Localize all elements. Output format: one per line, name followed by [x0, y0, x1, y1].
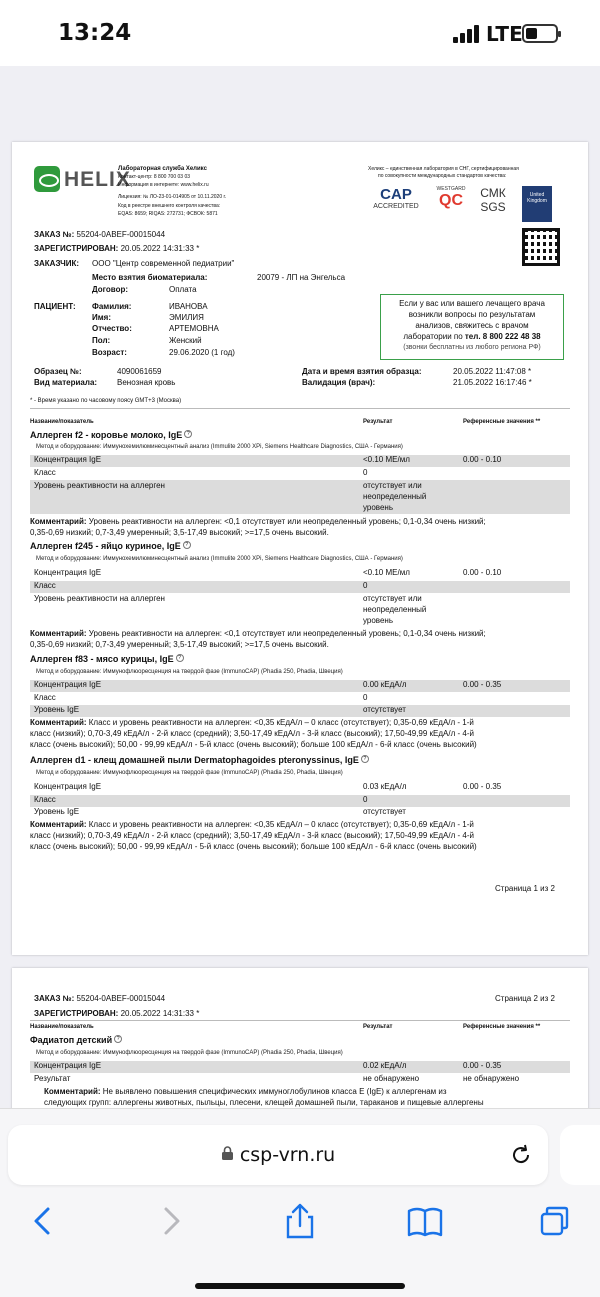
- sample-label: Образец №:: [34, 367, 82, 376]
- col-name-header: Название/показатель: [30, 1024, 94, 1030]
- info-icon: ?: [361, 755, 369, 763]
- patient-field-value: ИВАНОВА: [169, 302, 208, 311]
- patient-field-value: ЭМИЛИЯ: [169, 313, 204, 322]
- lab-registry-values: EQAS: 8659; RIQAS: 272731; ФСВОК: 5871: [118, 211, 218, 217]
- battery-icon: [522, 24, 558, 43]
- table-row: Уровень IgE отсутствует: [30, 705, 570, 717]
- browser-toolbar: [0, 1108, 600, 1297]
- qr-code: [522, 228, 560, 266]
- test-method: Метод и оборудование: Иммунофлюоресценция на твердой фазе (ImmunoCAP) (Phadia 250, Phadia, Швеция): [36, 770, 343, 776]
- smk-sgs-logo: СМК SGS: [480, 186, 506, 214]
- table-row: Класс 0: [34, 468, 368, 477]
- share-button[interactable]: [278, 1201, 322, 1241]
- registered: ЗАРЕГИСТРИРОВАН: 20.05.2022 14:31:33 *: [34, 1009, 200, 1018]
- sample-value: 4090061659: [117, 367, 162, 376]
- customer-label: ЗАКАЗЧИК:: [34, 259, 80, 268]
- tabs-button[interactable]: [530, 1201, 574, 1241]
- table-row: Уровень реактивности на аллерген отсутствует или неопределенный уровень: [30, 480, 570, 514]
- material-label: Вид материала:: [34, 378, 98, 387]
- test-comment: Комментарий: Не выявлено повышения специфических иммуноглобулинов класса Е (IgE) к аллергенам из следующих групп: аллергены животных, пыльцы, плесени, клещей домашней пыли, тараканов и пищевые аллергены: [44, 1087, 484, 1107]
- table-row: Уровень реактивности на аллерген отсутствует или неопределенный уровень: [34, 594, 427, 625]
- signal-icon: [453, 25, 483, 43]
- table-row: Класс 0: [30, 795, 570, 807]
- test-comment: Комментарий: Класс и уровень реактивности на аллерген: <0,35 кЕдА/л – 0 класс (отсутствует); 0,35-0,69 кЕдА/л - 1-й класс (низкий); 0,70-3,49 кЕдА/л - 2-й класс (средний); 3,50-17,49 кЕдА/л - 3-й класс (высокий); 17,50-49,99 кЕдА/л - 4-й класс (очень высокий); 50,00 - 99,99 кЕдА/л - 5-й класс (очень высокий); больше 100 кЕдА/л - 6-й класс (очень высокий): [30, 820, 477, 851]
- patient-field-label: Отчество:: [92, 324, 132, 333]
- table-row: Концентрация IgE 0.02 кЕдА/л 0.00 - 0.35: [30, 1061, 570, 1073]
- lab-contact: Контакт-центр: 8 800 700 03 03: [118, 174, 191, 180]
- test-title: Аллерген f2 - коровье молоко, IgE ?: [30, 430, 192, 440]
- table-row: Концентрация IgE 0.03 кЕдА/л 0.00 - 0.35: [34, 782, 502, 791]
- lab-license: Лицензия: № ЛО-23-01-014905 от 10.11.2020 г.: [118, 194, 227, 200]
- col-name-header: Название/показатель: [30, 419, 94, 425]
- table-row: Класс 0: [34, 693, 368, 702]
- lab-website: Информация в интернете: www.helix.ru: [118, 182, 209, 188]
- lab-registry-code: Код в реестре внешнего контроля качества:: [118, 203, 221, 209]
- test-method: Метод и оборудование: Иммунофлюоресценция на твердой фазе (ImmunoCAP) (Phadia 250, Phadia, Швеция): [36, 669, 343, 675]
- cap-logo: CAP ACCREDITED: [373, 186, 419, 210]
- westgard-qc-logo: WESTGARD QC: [436, 186, 466, 209]
- info-icon: ?: [114, 1035, 122, 1043]
- test-method: Метод и оборудование: Иммунофлюоресценция на твердой фазе (ImmunoCAP) (Phadia 250, Phadia, Швеция): [36, 1050, 343, 1056]
- validation-label: Валидация (врач):: [302, 378, 376, 387]
- report-page-1: [12, 142, 588, 955]
- timezone-note: * - Время указано по часовому поясу GMT+3 (Москва): [30, 398, 182, 404]
- test-comment: Комментарий: Уровень реактивности на аллерген: <0,1 отсутствует или неопределенный уровень; 0,1-0,34 очень низкий; 0,35-0,69 низкий; 0,7-3,49 умеренный; 3,5-17,49 высокий; >=17,5 очень высокий.: [30, 629, 486, 649]
- doctor-contact-box: Если у вас или вашего лечащего врача возникли вопросы по результатам анализов, свяжитесь с врачом лаборатории по тел. 8 800 222 48 38 (звонки бесплатны из любого региона РФ): [380, 294, 564, 360]
- registered: ЗАРЕГИСТРИРОВАН: 20.05.2022 14:31:33 *: [34, 244, 200, 253]
- status-bar: [0, 0, 600, 66]
- network-label: LTE: [486, 22, 523, 46]
- contract-value: Оплата: [169, 285, 197, 294]
- customer-value: ООО "Центр современной педиатрии": [92, 259, 235, 268]
- table-row: Класс 0: [30, 581, 570, 593]
- test-method: Метод и оборудование: Иммунохемилюминесцентный анализ (Immulite 2000 XPi, Siemens Healthcare Diagnostics, США - Германия): [36, 556, 403, 562]
- patient-field-label: Возраст:: [92, 348, 127, 357]
- test-method: Метод и оборудование: Иммунохемилюминесцентный анализ (Immulite 2000 XPi, Siemens Healthcare Diagnostics, США - Германия): [36, 444, 403, 450]
- forward-button[interactable]: [150, 1201, 194, 1241]
- material-value: Венозная кровь: [117, 378, 176, 387]
- test-comment: Комментарий: Уровень реактивности на аллерген: <0,1 отсутствует или неопределенный уровень; 0,1-0,34 очень низкий; 0,35-0,69 низкий; 0,7-3,49 умеренный; 3,5-17,49 высокий; >=17,5 очень высокий.: [30, 517, 486, 537]
- table-row: Концентрация IgE <0.10 МЕ/мл 0.00 - 0.10: [30, 455, 570, 467]
- patient-field-value: Женский: [169, 336, 202, 345]
- lab-name: Лабораторная служба Хеликс: [118, 166, 207, 172]
- info-icon: ?: [183, 541, 191, 549]
- info-icon: ?: [184, 430, 192, 438]
- back-button[interactable]: [26, 1201, 70, 1241]
- bookmarks-button[interactable]: [403, 1201, 447, 1241]
- test-comment: Комментарий: Класс и уровень реактивности на аллерген: <0,35 кЕдА/л – 0 класс (отсутствует); 0,35-0,69 кЕдА/л - 1-й класс (низкий); 0,70-3,49 кЕдА/л - 2-й класс (средний); 3,50-17,49 кЕдА/л - 3-й класс (высокий); 17,50-49,99 кЕдА/л - 4-й класс (очень высокий); 50,00 - 99,99 кЕдА/л - 5-й класс (очень высокий); больше 100 кЕдА/л - 6-й класс (очень высокий): [30, 718, 477, 749]
- patient-field-value: АРТЕМОВНА: [169, 324, 219, 333]
- contract-label: Договор:: [92, 285, 129, 294]
- col-ref-header: Референсные значения **: [463, 419, 541, 425]
- taken-value: 20.05.2022 11:47:08 *: [453, 367, 532, 376]
- ukas-logo: United Kingdom: [522, 186, 552, 222]
- page-number: Страница 1 из 2: [495, 884, 555, 893]
- test-title: Фадиатоп детский ?: [30, 1035, 122, 1045]
- patient-label: ПАЦИЕНТ:: [34, 302, 76, 311]
- reload-icon[interactable]: [508, 1142, 534, 1168]
- col-ref-header: Референсные значения **: [463, 1024, 541, 1030]
- place-value: 20079 - ЛП на Энгельса: [257, 273, 346, 282]
- test-title: Аллерген d1 - клещ домашней пыли Dermatophagoides pteronyssinus, IgE ?: [30, 755, 369, 765]
- status-time: 13:24: [58, 20, 132, 46]
- home-indicator[interactable]: [195, 1283, 405, 1289]
- taken-label: Дата и время взятия образца:: [302, 367, 422, 376]
- page-number: Страница 2 из 2: [495, 994, 555, 1003]
- next-tab-edge[interactable]: [560, 1125, 600, 1185]
- cert-text-1: Хеликс – единственная лаборатория в СНГ, сертифицированная: [368, 166, 519, 172]
- test-title: Аллерген f83 - мясо курицы, IgE ?: [30, 654, 184, 664]
- patient-field-label: Фамилия:: [92, 302, 132, 311]
- url-text[interactable]: csp-vrn.ru: [8, 1144, 548, 1166]
- col-result-header: Результат: [363, 419, 393, 425]
- patient-field-label: Пол:: [92, 336, 111, 345]
- report-page-2: [12, 968, 588, 1128]
- patient-field-value: 29.06.2020 (1 год): [169, 348, 235, 357]
- table-row: Результат не обнаружено не обнаружено: [34, 1074, 520, 1083]
- order-number: ЗАКАЗ №: 55204-0ABEF-00015044: [34, 230, 166, 239]
- table-row: Уровень IgE отсутствует: [34, 807, 406, 816]
- test-title: Аллерген f245 - яйцо куриное, IgE ?: [30, 541, 191, 551]
- patient-field-label: Имя:: [92, 313, 111, 322]
- helix-logo: HELIX: [34, 166, 112, 192]
- order-number: ЗАКАЗ №: 55204-0ABEF-00015044: [34, 994, 166, 1003]
- table-row: Концентрация IgE 0.00 кЕдА/л 0.00 - 0.35: [30, 680, 570, 692]
- address-bar[interactable]: [8, 1125, 548, 1185]
- validation-value: 21.05.2022 16:17:46 *: [453, 378, 532, 387]
- lock-icon: [221, 1144, 240, 1166]
- info-icon: ?: [176, 654, 184, 662]
- cert-text-2: по совокупности международных стандартов качества:: [378, 173, 507, 179]
- col-result-header: Результат: [363, 1024, 393, 1030]
- place-label: Место взятия биоматериала:: [92, 273, 208, 282]
- table-row: Концентрация IgE <0.10 МЕ/мл 0.00 - 0.10: [34, 568, 502, 577]
